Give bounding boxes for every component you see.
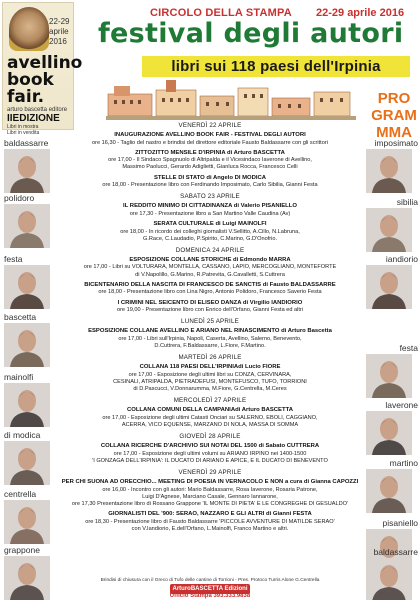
event-detail-line: ore 17,00 - Libri sull'Irpinia, Napoli, Caserta, Avellino, Salerno, Benevento,	[118, 335, 302, 342]
event-detail-line: di V.Napolillo, G.Marino, R.Patrevita, G.Cavalletti, S.Cuttrera	[135, 271, 285, 278]
author-photo-right-4	[366, 400, 418, 455]
logo-dates: 22-29 aprile 2016	[49, 17, 70, 46]
author-name-label: di modica	[4, 430, 41, 440]
day-heading: GIOVEDÌ 28 APRILE	[179, 433, 241, 441]
event-detail-line: ore 17,00 - Esposizione degli ultimi volumi su ARIANO IRPINO nei 1400-1500	[113, 450, 307, 457]
day-heading: VENERDÌ 22 APRILE	[178, 122, 242, 129]
event-detail-line: ore 18,00 - Presentazione libro con Ferdinando Imposimato, Carlo Sibilia, Gianni Festa	[102, 182, 318, 189]
event-detail-line: ore 17,30 - Presentazione libro a San Martino Valle Caudina (Av)	[129, 210, 291, 217]
event-title: STELLE DI STATO di Angelo DI MODICA	[153, 174, 267, 181]
festival-dates: 22-29 aprile 2016	[316, 7, 405, 19]
event-title: PER CHI SUONA AD ORECCHIO... MEETING DI POESIA IN VERNACOLO E NON a cura di Gianna CAPOZZI	[61, 479, 359, 486]
event-detail-line: Massimo Paolucci, Gerardo Adiglietti, Gianluca Rocca, Francesco Celli	[122, 164, 298, 171]
town-illustration	[106, 74, 356, 120]
event-detail-line: ore 16,00 - Incontro con gli autori: Mario Baldassarre, Rosa Iaverone, Rosaria Patrone,	[102, 486, 318, 493]
author-portrait-image	[4, 441, 50, 485]
author-photo-right-7	[366, 547, 418, 600]
author-portrait-image	[4, 204, 50, 248]
event-item	[60, 132, 360, 147]
organizer-name: CIRCOLO DELLA STAMPA	[150, 7, 292, 19]
author-name-label: festa	[399, 343, 418, 353]
event-detail-line: 'I GONZAGA DELL'IRPINIA': IL DUCATO DI ARIANO E APICE, E IL DUCATO DI BENEVENTO	[92, 457, 328, 464]
author-portrait-image	[4, 383, 50, 427]
event-detail-line: ore 17,00 - Esposizione degli ultimi libri su CONZA, CERVINARA,	[128, 371, 292, 378]
event-detail-line: ore 17,30 Presentazione libro di Rossano Grappone 'IL MONTE DI PIETA' E LE CONGREGHE DI GESUALDO'	[71, 500, 349, 507]
author-portrait-image	[366, 469, 412, 513]
event-title: COLLANA RICERCHE D'ARCHIVIO SUI NOTAI DEL 1500 di Sabato CUTTRERA	[100, 443, 320, 450]
event-detail-line: ore 18,00 - In ricordo dei colleghi giornalisti V.Sellitto, A.Cillo, N.Labruna,	[120, 228, 300, 235]
event-detail-line: ore 17,00 - Esposizione degli ultimi Catasti Onciari su SALERNO, EBOLI, CAGGIANO,	[102, 414, 318, 421]
logo-title: avellino book fair.	[7, 53, 83, 107]
event-title: GIORNALISTI DEL '900: SERAO, NAZZARO E GLI ALTRI di Gianni FESTA	[108, 511, 312, 518]
day-heading: DOMENICA 24 APRILE	[175, 246, 245, 254]
event-detail-line: D.Cuttrera, F.Baldassarre, L.Fiore, F.Martino.	[154, 342, 266, 349]
author-photo-left-6	[4, 489, 56, 544]
event-title: I CRIMINI NEL SEICENTO DI ELISEO DANZA di Virgilio IANDIORIO	[117, 299, 303, 306]
author-photo-right-5	[366, 458, 418, 513]
icon-portrait-image	[9, 7, 49, 51]
event-detail-line: ore 18,30 - Presentazione libro di Fausto Baldassarre 'PICCOLE AVVENTURE DI MATILDE SERAO'	[85, 518, 335, 525]
author-name-label: polidoro	[4, 193, 35, 203]
author-photo-left-7	[4, 545, 56, 600]
event-item	[60, 511, 360, 533]
author-photo-left-1	[4, 193, 56, 248]
author-portrait-image	[366, 558, 412, 600]
event-detail-line: con V.Iandiorio, E.dell'Orfano, L.Mainolfi, Franco Martino e altri.	[131, 525, 289, 532]
day-heading: MARTEDÌ 26 APRILE	[178, 354, 242, 362]
programme-schedule	[60, 118, 360, 533]
author-portrait-image	[4, 265, 50, 309]
logo-footer: Libri in mostra Libri in vendita	[7, 124, 40, 136]
event-detail-line: G.Race, C.Laudadio, P.Spirito, C.Marino, G.D'Onofrio.	[142, 235, 278, 242]
author-portrait-image	[366, 411, 412, 455]
author-name-label: iandiorio	[385, 254, 418, 264]
author-photo-left-5	[4, 430, 56, 485]
festival-subtitle: libri sui 118 paesi dell'Irpinia	[142, 56, 410, 77]
event-item	[60, 364, 360, 393]
author-name-label: sibilia	[396, 197, 418, 207]
press-office-contact: Ufficio Stampa 393.333.9838	[169, 593, 251, 599]
author-name-label: pisaniello	[382, 518, 418, 528]
book-fair-logo	[2, 2, 83, 136]
event-item	[60, 300, 360, 315]
author-photo-right-2	[366, 254, 418, 309]
author-portrait-image	[4, 149, 50, 193]
author-name-label: baldassarre	[373, 547, 418, 557]
event-detail-line: ore 17,00 - Il Sindaco Spagnuolo di Altripalda e il Vicesindaco Iaverone di Avellino,	[108, 157, 312, 164]
event-detail-line: di D.Pascucci, V.Donnarumma, M.Fiore, G.Centrella, M.Ceres	[133, 386, 287, 393]
event-item	[60, 443, 360, 465]
author-portrait-image	[366, 354, 412, 398]
event-title: IL REDDITO MINIMO DI CITTADINANZA di Valerio PISANIELLO	[123, 203, 297, 210]
author-name-label: martino	[389, 458, 418, 468]
author-name-label: festa	[4, 254, 23, 264]
event-title: BICENTENARIO DELLA NASCITA DI FRANCESCO DE SANCTIS di Fausto BALDASSARRE	[84, 281, 336, 288]
publisher-logo: ArturoBASCETTA Edizioni	[170, 584, 250, 594]
festival-title: festival degli autori	[98, 18, 404, 49]
logo-edition: IIEDIZIONE	[7, 113, 60, 124]
event-detail-line: ACERRA, VICO EQUENSE, MARZANO DI NOLA, MASSA DI SOMMA	[121, 421, 299, 428]
event-title: INAUGURAZIONE AVELLINO BOOK FAIR - FESTIVAL DEGLI AUTORI	[114, 132, 306, 138]
event-title: COLLANA 118 PAESI DELL'IRPINIAdi Lucio FIORE	[139, 364, 281, 371]
day-heading: VENERDÌ 29 APRILE	[178, 469, 242, 477]
author-portrait-image	[366, 149, 412, 193]
day-heading: LUNEDÌ 25 APRILE	[181, 318, 239, 326]
event-item	[60, 328, 360, 350]
closing-note: Brindisi di chiusura con il Greco di Tufo delle cantine di Torrioni - Pres. Protoco Turris Alone G.Centrella	[100, 578, 320, 583]
author-photo-right-3	[366, 343, 418, 398]
author-name-label: mainolfi	[4, 372, 34, 382]
event-item	[60, 221, 360, 243]
event-title: COLLANA COMUNI DELLA CAMPANIAdi Arturo BASCETTA	[126, 407, 293, 414]
event-detail-line: ore 18,00 - Presentazione libro con Lina Nigro, Antonio Polidoro, Francesco Saverio Festa	[98, 289, 322, 296]
author-name-label: laverone	[385, 400, 418, 410]
author-portrait-image	[366, 208, 412, 252]
event-title: SERATA CULTURALE di Luigi MAINOLFI	[153, 221, 267, 228]
day-heading: SABATO 23 APRILE	[180, 193, 240, 201]
author-name-label: centrella	[4, 489, 37, 499]
event-item	[60, 203, 360, 218]
programma-label: PRO GRAM MMA	[371, 90, 417, 141]
event-item	[60, 257, 360, 279]
author-photo-right-1	[366, 197, 418, 252]
author-portrait-image	[366, 265, 412, 309]
logo-publisher: arturo bascetta editore	[7, 107, 68, 113]
author-photo-left-0	[4, 138, 56, 193]
author-portrait-image	[4, 500, 50, 544]
event-detail-line: Luigi D'Agnese, Marciano Casale, Gennaro Iannarone,	[142, 493, 278, 500]
event-title: ESPOSIZIONE COLLANE STORICHE di Edmondo MARRA	[129, 256, 291, 263]
event-detail-line: ore 17,00 - Libri su VOLTURARA, MONTELLA, CASSANO, LAPIO, MERCOGLIANO, MONTEFORTE	[83, 264, 337, 271]
author-photo-right-0	[366, 138, 418, 193]
author-portrait-image	[4, 556, 50, 600]
event-item	[60, 175, 360, 190]
event-item	[60, 407, 360, 429]
day-heading: MERCOLEDÌ 27 APRILE	[173, 397, 247, 405]
event-detail-line: CESINALI, ATRIPALDA, PIETRADEFUSI, MONTEFUSCO, TUFO, TORRIONI	[113, 378, 307, 385]
event-item	[60, 282, 360, 297]
author-name-label: imposimato	[374, 138, 418, 148]
author-name-label: bascetta	[4, 312, 37, 322]
event-item	[60, 479, 360, 508]
poster-footer	[60, 578, 360, 600]
author-photo-left-4	[4, 372, 56, 427]
event-title: ESPOSIZIONE COLLANE AVELLINO E ARIANO NEL RINASCIMENTO di Arturo Bascetta	[88, 328, 332, 335]
author-portrait-image	[4, 323, 50, 367]
event-detail-line: ore 16,30 - Taglio del nastro e brindisi del direttore editoriale Fausto Baldassarre con gli scrittori	[92, 139, 328, 146]
author-photo-left-2	[4, 254, 56, 309]
event-title: ZITTOZITTO MENSILE D'IRPINIA di Arturo BASCETTA	[135, 149, 285, 156]
event-detail-line: ore 19,00 - Presentazione libro con Enrico dell'Orfano, Gianni Festa ed altri	[116, 307, 304, 314]
event-item	[60, 150, 360, 172]
author-photo-left-3	[4, 312, 56, 367]
author-name-label: grappone	[4, 545, 40, 555]
author-name-label: baldassarre	[4, 138, 49, 148]
